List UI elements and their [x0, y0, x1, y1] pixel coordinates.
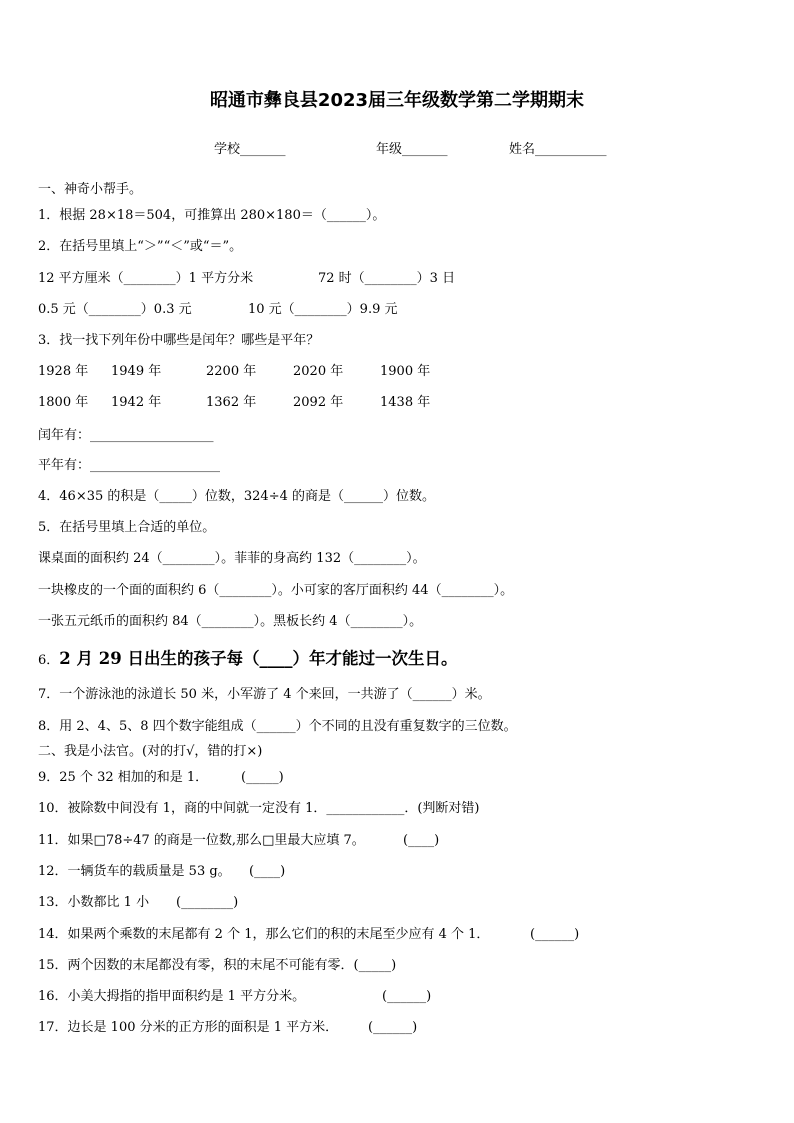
year-item: 1949 年 [111, 364, 162, 379]
question-11: 11．如果□78÷47 的商是一位数,那么□里最大应填 7。 [38, 833, 365, 848]
question-1: 1．根据 28×18＝504，可推算出 280×180＝（______）。 [38, 208, 386, 223]
common-year-answer: 平年有：____________________ [38, 458, 221, 473]
question-3: 3．找一找下列年份中哪些是闰年？哪些是平年？ [38, 333, 320, 348]
q2-compare-3: 0.5 元（________）0.3 元 [38, 302, 192, 317]
year-item: 2020 年 [293, 364, 344, 379]
year-item: 2092 年 [293, 395, 344, 410]
q2-compare-2: 72 时（________）3 日 [318, 271, 456, 286]
name-field: 姓名___________ [509, 142, 607, 157]
question-14: 14．如果两个乘数的末尾都有 2 个 1，那么它们的积的末尾至少应有 4 个 1． [38, 927, 490, 942]
page-title: 昭通市彝良县2023届三年级数学第二学期期末 [209, 90, 585, 111]
question-2: 2．在括号里填上“＞”“＜”或“＝”。 [38, 239, 243, 254]
school-field: 学校_______ [214, 142, 286, 157]
question-12: 12．一辆货车的载质量是 53 g。 [38, 864, 231, 879]
q9-answer-blank: (_____) [241, 770, 284, 785]
leap-year-answer: 闰年有：___________________ [38, 428, 214, 443]
q14-answer-blank: (______) [530, 927, 580, 942]
grade-field: 年级_______ [376, 142, 448, 157]
q5-line-1: 课桌面的面积约 24（________）。菲菲的身高约 132（________）。 [38, 551, 426, 566]
q2-compare-1: 12 平方厘米（________）1 平方分米 [38, 271, 254, 286]
question-7: 7．一个游泳池的泳道长 50 米，小军游了 4 个来回，一共游了（______）米。 [38, 687, 491, 702]
year-item: 1438 年 [380, 395, 431, 410]
question-8: 8．用 2、4、5、8 四个数字能组成（______）个不同的且没有重复数字的三位数。 [38, 719, 517, 734]
question-10: 10．被除数中间没有 1，商的中间就一定没有 1．____________．(判断对错) [38, 801, 480, 816]
question-4: 4．46×35 的积是（_____）位数，324÷4 的商是（______）位数。 [38, 489, 435, 504]
question-16: 16．小美大拇指的指甲面积约是 1 平方分米。 [38, 989, 306, 1004]
q13-answer-blank: (________) [176, 895, 239, 910]
question-9: 9．25 个 32 相加的和是 1． [38, 770, 209, 785]
question-17: 17．边长是 100 分米的正方形的面积是 1 平方米． [38, 1020, 339, 1035]
q5-line-2: 一块橡皮的一个面的面积约 6（________）。小可家的客厅面积约 44（________）。 [38, 583, 514, 598]
q5-line-3: 一张五元纸币的面积约 84（________）。黑板长约 4（________）。 [38, 614, 423, 629]
section1-heading: 一、神奇小帮手。 [38, 182, 143, 197]
year-item: 2200 年 [206, 364, 257, 379]
question-13: 13．小数都比 1 小 [38, 895, 150, 910]
year-item: 1362 年 [206, 395, 257, 410]
q17-answer-blank: (______) [368, 1020, 418, 1035]
year-item: 1900 年 [380, 364, 431, 379]
q12-answer-blank: (____) [249, 864, 286, 879]
year-item: 1928 年 [38, 364, 89, 379]
year-item: 1800 年 [38, 395, 89, 410]
year-item: 1942 年 [111, 395, 162, 410]
q6-number: 6． [38, 653, 60, 668]
question-5: 5．在括号里填上合适的单位。 [38, 520, 216, 535]
q2-compare-4: 10 元（________）9.9 元 [248, 302, 398, 317]
question-15: 15．两个因数的末尾都没有零，积的末尾不可能有零．(_____) [38, 958, 397, 973]
q6-text: 2 月 29 日出生的孩子每（____）年才能过一次生日。 [59, 649, 458, 668]
q11-answer-blank: (____) [403, 833, 440, 848]
section2-heading: 二、我是小法官。(对的打√，错的打×) [38, 744, 263, 759]
q16-answer-blank: (______) [382, 989, 432, 1004]
question-6 [38, 648, 457, 670]
